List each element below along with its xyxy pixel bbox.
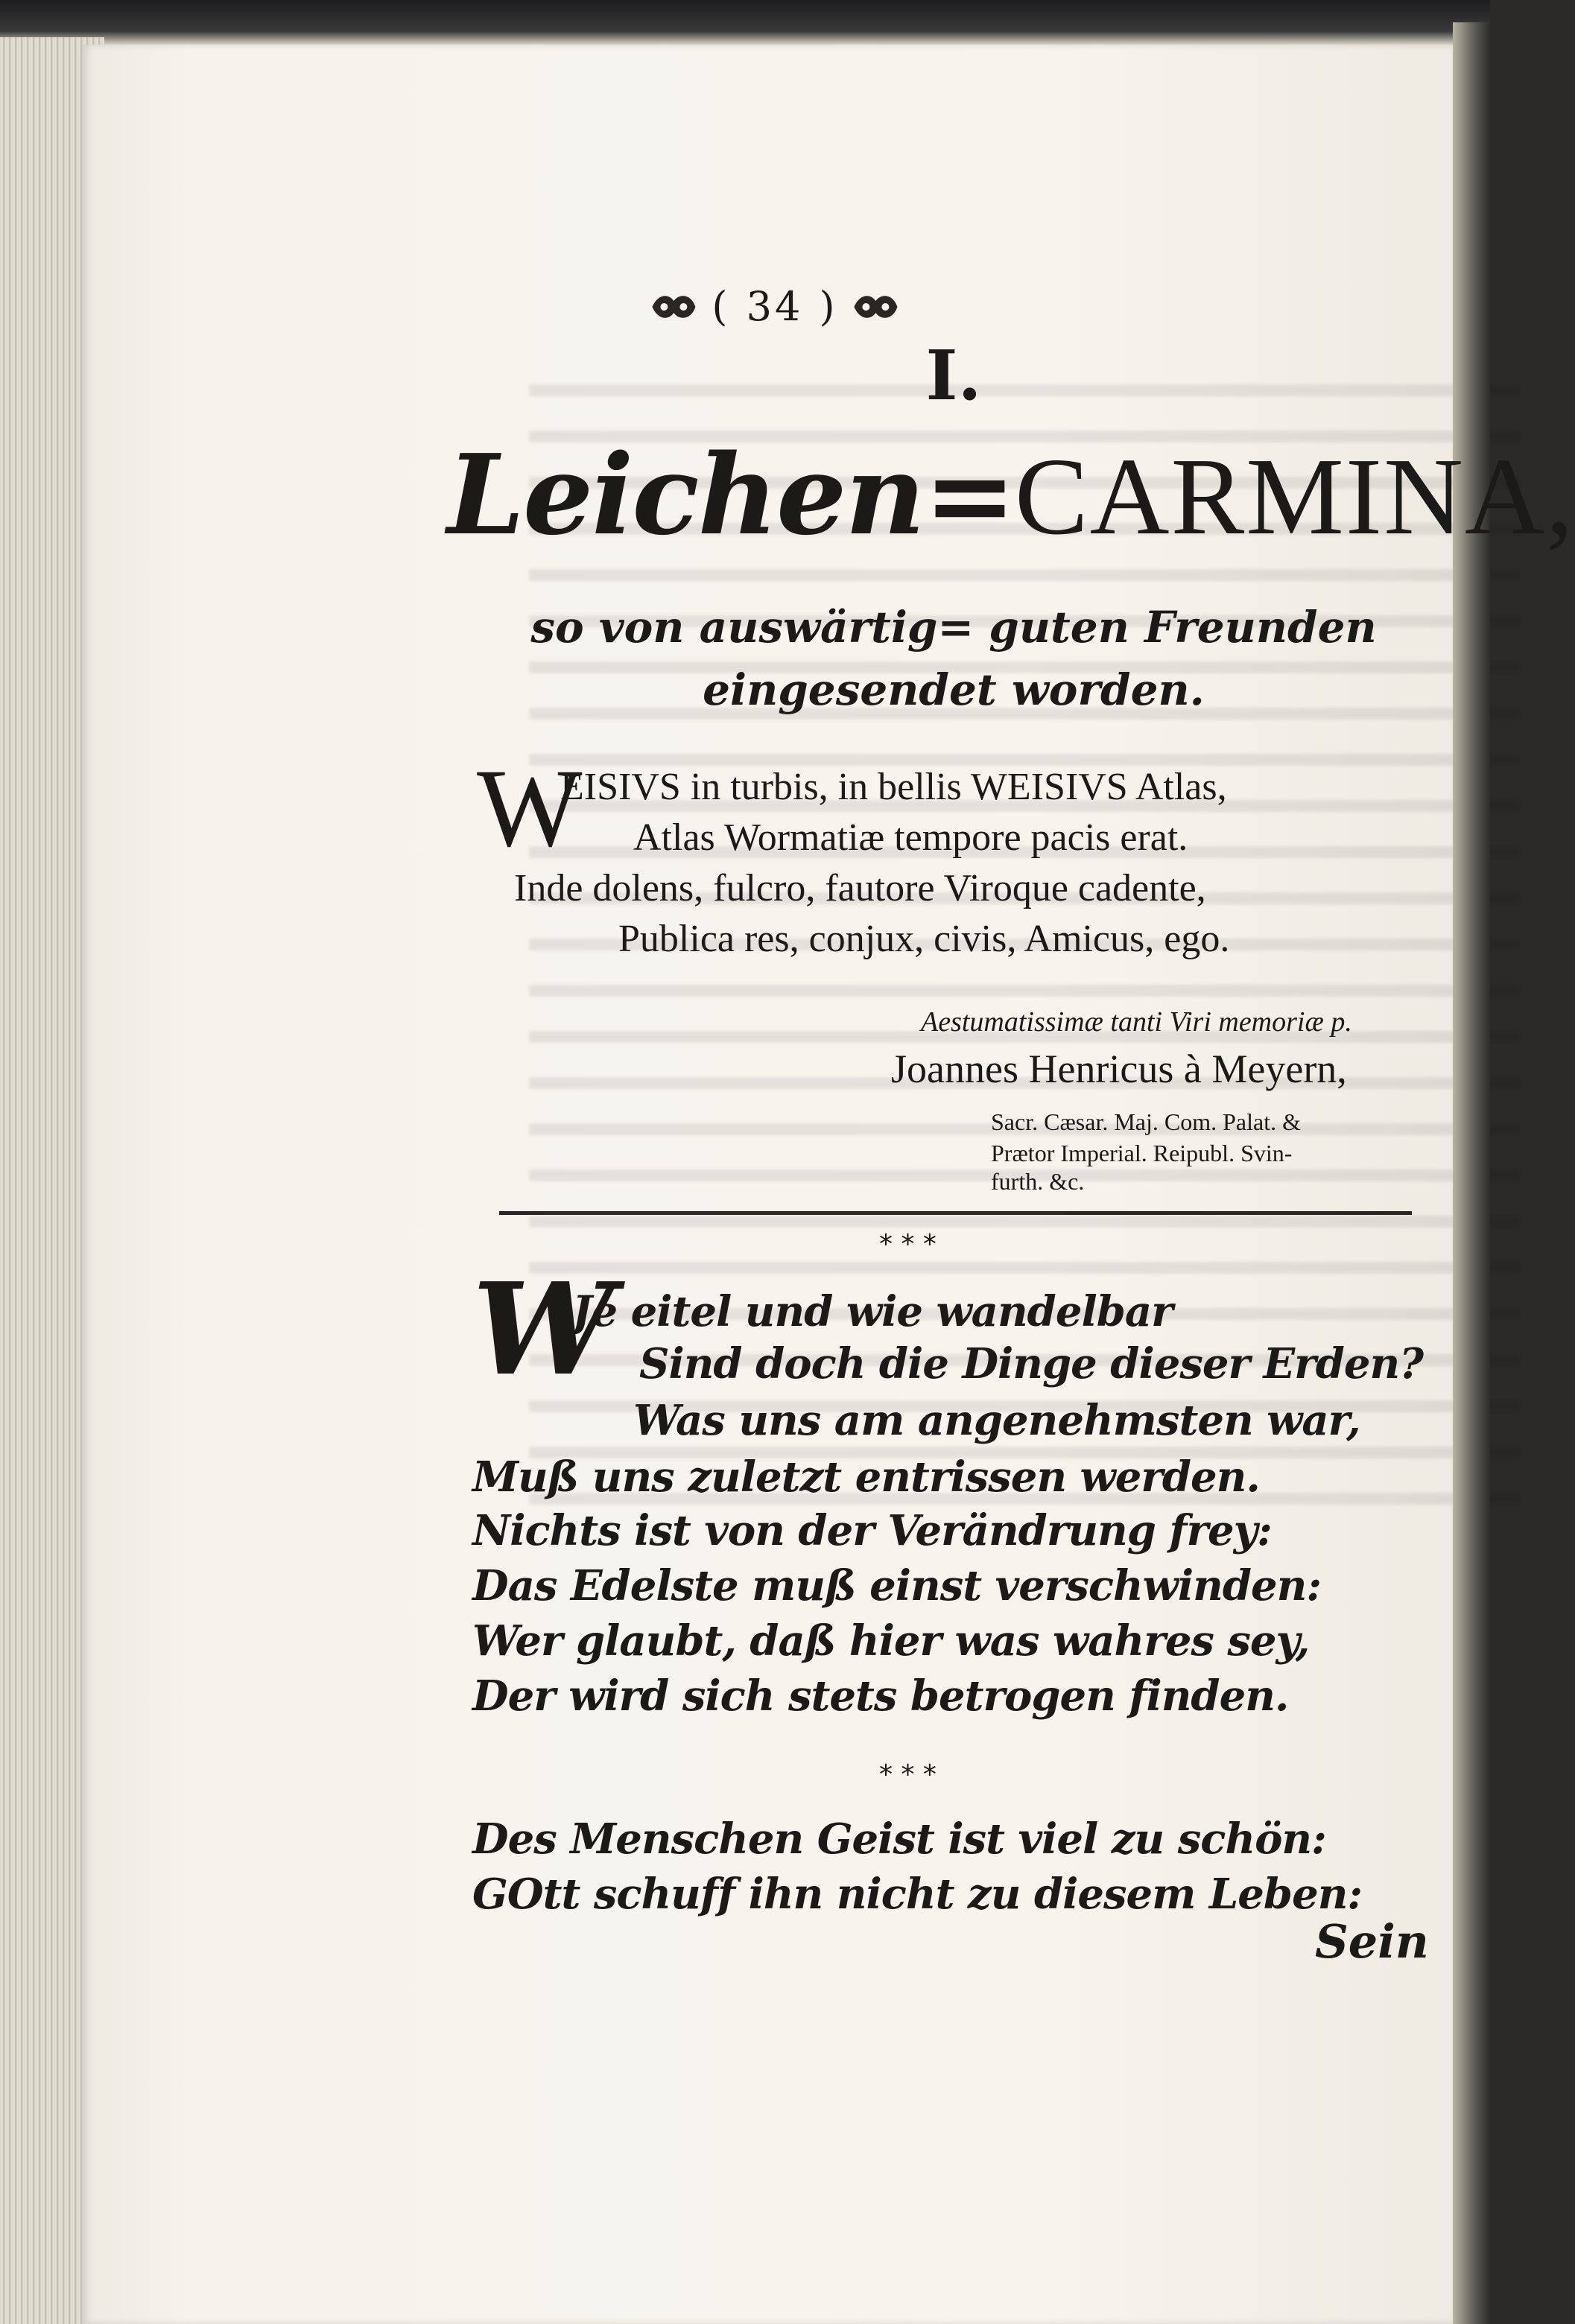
verse-line: GOtt schuff ihn nicht zu diesem Leben: <box>472 1870 1363 1919</box>
verse-line: Je eitel und wie wandelbar <box>572 1287 1173 1336</box>
german-dropcap: W <box>472 1255 615 1404</box>
subtitle-line: so von auswärtig= guten Freunden <box>530 602 1377 653</box>
page-header <box>649 283 900 330</box>
verse-line: Was uns am angenehmsten war, <box>633 1396 1360 1445</box>
latin-line: Inde dolens, fulcro, fautore Viroque cadente, <box>514 867 1206 909</box>
subtitle <box>507 596 1401 721</box>
title-fraktur: Leichen <box>447 430 924 559</box>
verse-line: Das Edelste muß einst verschwinden: <box>472 1561 1322 1610</box>
author-title-line: Sacr. Cæsar. Maj. Com. Palat. & <box>991 1108 1301 1135</box>
catchword: Sein <box>1315 1914 1429 1969</box>
latin-line: Atlas Wormatiæ tempore pacis erat. <box>633 816 1188 859</box>
verse-line: Muß uns zuletzt entrissen werden. <box>472 1452 1260 1502</box>
latin-line: Publica res, conjux, civis, Amicus, ego. <box>618 918 1230 960</box>
ornament-left-icon <box>649 290 698 323</box>
verse-line: Nichts ist von der Verändrung frey: <box>472 1506 1272 1555</box>
verse-line: Wer glaubt, daß hier was wahres sey, <box>472 1616 1310 1666</box>
separator-stars: * * * <box>879 1759 937 1790</box>
page-number: ( 34 ) <box>712 283 838 330</box>
verse-line: Des Menschen Geist ist viel zu schön: <box>472 1815 1326 1864</box>
author-title-line: Prætor Imperial. Reipubl. Svin- <box>991 1140 1293 1166</box>
author-name: Joannes Henricus à Meyern, <box>891 1047 1347 1091</box>
title-separator: = <box>923 430 1015 559</box>
section-numeral: I. <box>925 335 982 416</box>
separator-stars: * * * <box>879 1229 937 1260</box>
divider-rule <box>499 1211 1412 1215</box>
subtitle-line: eingesendet worden. <box>703 664 1205 715</box>
author-title-line: furth. &c. <box>991 1168 1085 1195</box>
ornament-right-icon <box>852 290 901 323</box>
latin-dropcap: W <box>477 746 583 870</box>
verse-line: Der wird sich stets betrogen finden. <box>472 1671 1289 1721</box>
dedication: Aestumatissimæ tanti Viri memoriæ p. <box>921 1006 1352 1038</box>
title-latin: CARMINA, <box>1014 436 1575 558</box>
latin-line: EISIVS in turbis, in bellis WEISIVS Atlas, <box>560 766 1227 808</box>
verse-line: Sind doch die Dinge dieser Erden? <box>639 1339 1423 1388</box>
page-title <box>447 430 1575 559</box>
